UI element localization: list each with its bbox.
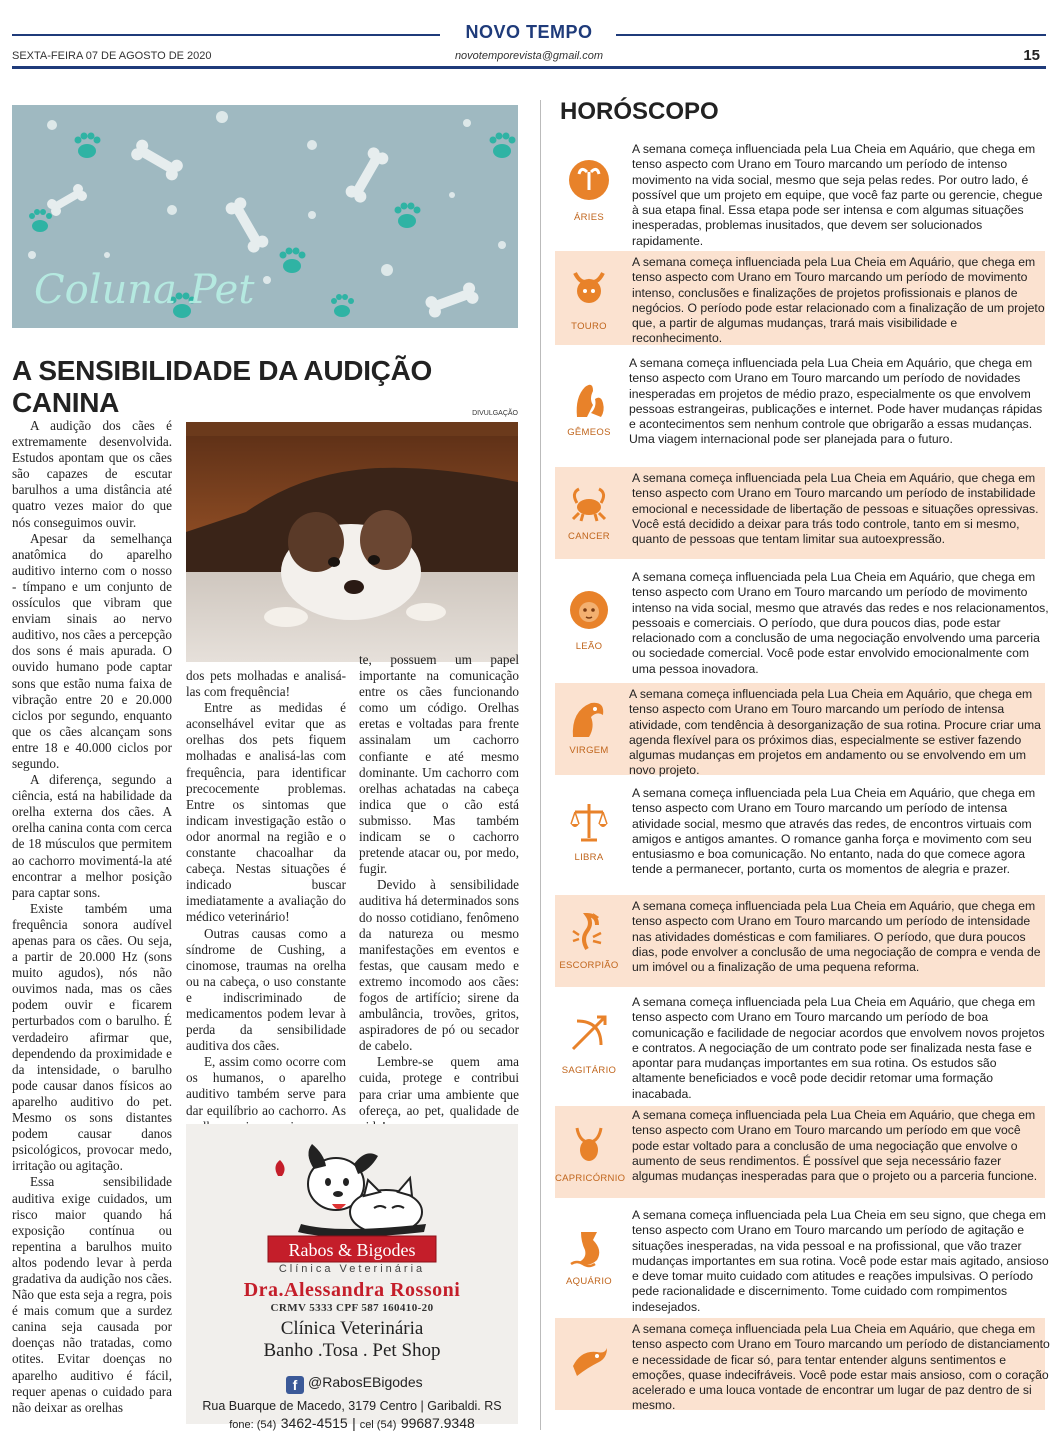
paragraph: Existe também uma frequência sonora audível apenas para os cães. Ou seja, a partir de 20.000 Hz (sons muito agudos), nós não ouvimos nada, mas os cães podem ouvir e ficarem perturbados com o barulho. É verdadeiro afirmar que, dependendo da proximidade e da intensidade, o barulho pode causar danos físicos ao aparelho auditivo do pet. Mesmo os sons distantes podem causar danos psicológicos, provocar medo, irritação ou agitação.	[12, 900, 172, 1174]
sign-text: A semana começa influenciada pela Lua Cheia em Aquário, que chega em tenso aspecto com Urano em Touro marcando um período de intenso movimento na vida social, mesmo que seja pelas redes. Por outro lado, é possível que um projeto em equipe, que você faz parte ou gerencie, chegue à sua etapa final. Essa etapa pode ser intensa e com algumas situações inesperadas, problemas inusitados, que devem ser solucionados rapidamente.	[632, 142, 1043, 248]
horoscope-virgo	[555, 683, 1045, 778]
crmv-number: CRMV 5333 CPF 587 160410-20	[270, 1302, 434, 1314]
facebook-icon: f	[286, 1376, 304, 1394]
masthead-rule	[12, 66, 1046, 69]
horoscope-libra	[555, 784, 1045, 890]
doctor-name: Dra.Alessandra Rossoni	[243, 1279, 461, 1301]
horoscope-gemini	[555, 355, 1045, 460]
article-column-3	[359, 652, 519, 1135]
issue-date: SEXTA-FEIRA 07 DE AGOSTO DE 2020	[12, 50, 212, 62]
fone-number[interactable]: 3462-4515	[280, 1415, 348, 1431]
paragraph: Outras causas como a síndrome de Cushing, a cinomose, traumas na orelha ou na cabeça, o uso constante e indiscriminado de medicamentos podem levar à perda da sensibilidade auditiva dos cães.	[186, 925, 346, 1054]
sign-text: A semana começa influenciada pela Lua Cheia em Aquário, que chega em tenso aspecto com Urano em Touro marcando um período de intensa atividade social, mesmo que através das redes, de encontros virtuais com amigos e antigos amantes. O romance ganha força e movimento com seu entusiasmo e boa comunicação. No entanto, nada do que comece agora tende a permanecer, portanto, curta os momentos de alegria e prazer.	[632, 786, 1036, 877]
sign-text: A semana começa influenciada pela Lua Cheia em Aquário, que chega em tenso aspecto com Urano em Touro marcando um período de novidades inesperadas em projetos de médio prazo, especialmente os que envolvem pessoas estrangeiras, publicações e internet. Pode haver mudanças rápidas e acontecimentos sem nenhum controle que obrigarão a essas mudanças. Uma viagem internacional pode ser planejada para o futuro.	[629, 356, 1043, 447]
paragraph: Apesar da semelhança anatômica do aparelho auditivo interno com o nosso - tímpano e um conjunto de ossículos que vibram que enviam sinais ao nervo auditivo, nos cães a percepção dos sons é mais apurada. O ouvido humano pode captar sons que estão numa faixa de vibração entre 20 e 20.000 ciclos por segundo, enquanto que os cães alcançam sons entre 18 e 40.000 ciclos por segundo.	[12, 530, 173, 771]
dog-under-furniture-photo	[186, 422, 518, 662]
sign-text: A semana começa influenciada pela Lua Cheia em Aquário, que chega em tenso aspecto com Urano em Touro marcando um período de movimento intenso, conclusões e finalizações de projetos profissionais e planos de negócios. O período pode estar relacionado com a finalização de um projeto que, a partir de algumas mudanças, trará mais visibilidade e reconhecimento.	[632, 255, 1045, 346]
newspaper-title: NOVO TEMPO	[465, 22, 593, 42]
aquarius-icon	[567, 1226, 611, 1270]
sign-name: AQUÁRIO	[566, 1276, 612, 1287]
sign-name: CANCER	[568, 531, 610, 542]
sign-text: A semana começa influenciada pela Lua Cheia em Aquário, que chega em tenso aspecto com Urano em Touro marcando um período de intensidade nas atividades domésticas e com familiares. O período, que dura poucos dias, pode envolver a conclusão de uma negociação de compra e venda de um imóvel ou a finalização de uma pequena reforma.	[632, 899, 1041, 975]
paragraph: te, possuem um papel importante na comunicação entre os cães funcionando como um código. Orelhas eretas e voltadas para frente assinalam um cachorro confiante e até mesmo dominante. Um cachorro com orelhas achatadas na cabeça indica que o cão está submisso. Mas também indicam se o cachorro pretende atacar ou, por medo, fugir.	[359, 652, 519, 877]
horoscope-taurus	[555, 251, 1045, 345]
paragraph: dos pets molhadas e analisá-las com frequência!	[186, 668, 346, 700]
aries-icon	[567, 158, 611, 202]
sign-text: A semana começa influenciada pela Lua Cheia em seu signo, que chega em tenso aspecto com Urano em Touro marcando um período de agitação e situações inesperadas, na vida pessoal e na profissional, que vão trazer mudanças importantes em sua rotina. Você pode estar mais agitado, ansioso e deve tomar muito cuidado com atitudes e reações impulsivas. O período pede racionalidade e discernimento. Tome cuidado com rompimentos indesejados.	[632, 1208, 1049, 1314]
sign-name: CAPRICÓRNIO	[555, 1173, 626, 1184]
horoscope-title: HORÓSCOPO	[560, 98, 719, 125]
page-number: 15	[1023, 47, 1040, 64]
vet-clinic-ad[interactable]	[186, 1124, 518, 1431]
sagittarius-icon	[567, 1011, 611, 1055]
paragraph: Entre as medidas é aconselhável evitar que as orelhas dos pets fiquem molhadas e analisá-las com frequência, para identificar precocemente problemas. Entre os sintomas que indicam investigação estão o odor anormal na região e o constante chacoalhar da cabeça. Nestas situações é indicado buscar imediatamente a avaliação do médico veterinário!	[186, 700, 346, 925]
brand-subtitle: Clínica Veterinária	[278, 1263, 426, 1275]
horoscope-pisces	[555, 1318, 1050, 1413]
libra-icon	[567, 800, 611, 844]
column-divider	[540, 100, 541, 1430]
cel-number[interactable]: 99687.9348	[400, 1415, 475, 1431]
service-line-2: Banho .Tosa . Pet Shop	[263, 1340, 441, 1361]
paragraph: E, assim como ocorre com os humanos, o aparelho auditivo também serve para dar equilíbrio ao cachorro. As	[186, 1054, 346, 1118]
virgo-icon	[567, 697, 611, 741]
horoscope-sagittarius	[555, 993, 1045, 1101]
brand-name: Rabos & Bigodes	[288, 1240, 416, 1260]
sign-text: A semana começa influenciada pela Lua Cheia em Aquário, que chega em tenso aspecto com Urano em Touro marcando um período de instabilidade emocional e necessidade de libertação de pessoas e situações opressivas. Você está decidido a deixar para trás todo controle, tanto em si mesmo, quanto de pessoas que tentam limitar sua autoexpressão.	[632, 471, 1039, 547]
sign-text: A semana começa influenciada pela Lua Cheia em Aquário, que chega em tenso aspecto com Urano em Touro marcando um período de distanciamento e necessidade de ficar só, para tentar entender alguns sentimentos e emoções, quase indecifráveis. Você pode estar mais ansioso, com o coração acelerado e uma louca vontade de encontrar um lugar de paz dentro de si mesmo.	[632, 1322, 1050, 1413]
cel-label: cel (54)	[359, 1419, 397, 1431]
pisces-icon	[567, 1336, 611, 1380]
sign-name: GÊMEOS	[567, 427, 611, 438]
paragraph: Devido à sensibilidade auditiva há determinados sons do nosso cotidiano, fenômeno da natureza ou mesmo manifestações em eventos e festas, que causam medo e extremo incomodo aos cães: fogos de artifício; sirene da ambulância, trovões, gritos, aspiradores de pó ou secador de cabelo.	[359, 877, 519, 1054]
capricorn-icon	[567, 1122, 611, 1166]
leo-icon	[567, 588, 611, 632]
sign-name: TOURO	[571, 321, 607, 332]
taurus-icon	[567, 265, 611, 309]
social-handle[interactable]	[286, 1374, 423, 1394]
cancer-icon	[567, 481, 611, 525]
article-headline: A SENSIBILIDADE DA AUDIÇÃO CANINA	[12, 355, 432, 418]
service-line-1: Clínica Veterinária	[280, 1318, 424, 1339]
paragraph: Lembre-se quem ama cuida, protege e contribui para criar uma ambiente que ofereça, ao pet, qualidade de	[359, 1054, 519, 1118]
sign-name: ESCORPIÃO	[559, 960, 619, 971]
clinic-phones: fone: (54) 3462-4515 | cel (54) 99687.9348	[229, 1415, 475, 1431]
dog-cat-logo-icon	[186, 1124, 518, 1274]
horoscope-aquarius	[555, 1206, 1049, 1314]
sign-text: A semana começa influenciada pela Lua Cheia em Aquário, que chega em tenso aspecto com Urano em Touro marcando um período de movimento intenso na vida social, mesmo que através das redes e nos relacionamentos, pessoais e comerciais. O período, que dura poucos dias, pode estar relacionado com a conclusão de uma negociação envolvendo uma parceria ou sociedade comercial. Você pode estar envolvido emocionalmente com uma pessoa inovadora.	[632, 570, 1049, 676]
horoscope-aries	[555, 140, 1045, 248]
gemini-icon	[567, 377, 611, 421]
coluna-pet-banner	[12, 105, 518, 328]
sign-text: A semana começa influenciada pela Lua Cheia em Aquário, que chega em tenso aspecto com Urano em Touro marcando um período de intensa atividade, com tendência à desorganização de sua rotina. Procure criar uma agenda flexível para os próximos dias, especialmente se estiver fazendo algumas mudanças em projetos em andamento ou se envolvendo em um novo projeto.	[629, 687, 1041, 778]
paragraph: A diferença, segundo a ciência, está na habilidade da orelha externa dos cães. A orelha canina conta com cerca de 18 músculos que permitem ao cachorro movimentá-la até encontrar a melhor posição para captar sons.	[12, 772, 172, 900]
sign-text: A semana começa influenciada pela Lua Cheia em Aquário, que chega em tenso aspecto com Urano em Touro marcando um período de boa comunicação e facilidade de negociar acordos que envolvem novos projetos e contratos. A negociação de um contrato pode ser finalizada nesta fase e apontar para mudanças importantes em sua rotina. Os estudos são altamente beneficiados e você pode decidir retomar uma formação inacabada.	[632, 995, 1045, 1101]
banner-title: Coluna Pet	[34, 267, 255, 313]
sign-name: LIBRA	[574, 852, 604, 863]
scorpio-icon	[567, 909, 611, 953]
sign-name: LEÃO	[575, 641, 603, 652]
sign-name: SAGITÁRIO	[561, 1065, 617, 1076]
paragraph: A audição dos cães é extremamente desenvolvida. Estudos apontam que os cães são capazes de escutar barulhos a uma distância até quatro vezes maior do que nós conseguimos ouvir.	[12, 418, 172, 530]
horoscope-leo	[555, 568, 1049, 678]
sign-name: VIRGEM	[569, 745, 609, 756]
sign-name: ÁRIES	[573, 212, 604, 223]
clinic-address: Rua Buarque de Macedo, 3179 Centro | Garibaldi. RS	[202, 1399, 502, 1413]
sign-text: A semana começa influenciada pela Lua Cheia em Aquário, que chega em tenso aspecto com Urano em Touro marcando um período em que você pode estar voltado para a conclusão de uma negociação que envolve o aumento de seus rendimentos. É possível que seja necessário fazer algumas mudanças inesperadas para que o projeto ou a parceria funcione.	[632, 1108, 1038, 1184]
fone-label: fone: (54)	[229, 1419, 277, 1431]
social-handle-text: @RabosEBigodes	[308, 1374, 423, 1390]
horoscope-scorpio	[555, 895, 1045, 987]
article-column-2	[186, 668, 346, 1135]
horoscope-capricorn	[555, 1106, 1045, 1198]
photo-credit: DIVULGAÇÃO	[472, 410, 518, 417]
paragraph: Essa sensibilidade auditiva exige cuidados, um risco maior quando há exposição contínua ou repentina a barulhos muito altos podendo levar à perda gradativa da audição nos cães. Não que esta seja a regra, pois é mais comum que a surdez canina seja causada por doenças não tratadas, como otites. Evitar doenças no aparelho auditivo é fácil, requer apenas o cuidado para não deixar as orelhas	[12, 1174, 173, 1415]
horoscope-cancer	[555, 467, 1045, 559]
paw-bone-pattern	[12, 105, 518, 328]
contact-email[interactable]: novotemporevista@gmail.com	[454, 50, 604, 62]
masthead	[0, 0, 1058, 70]
article-column-1	[12, 418, 172, 1416]
